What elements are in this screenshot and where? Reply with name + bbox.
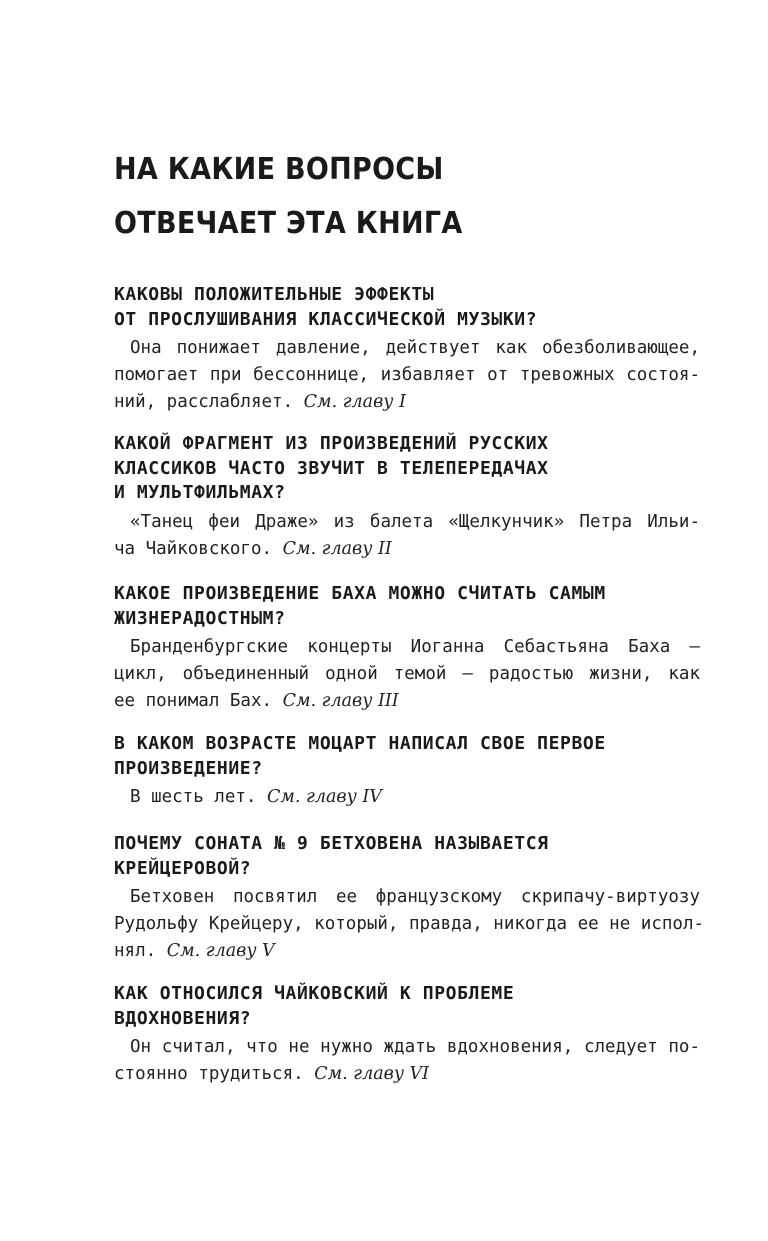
answer-line: Бранденбургские концерты Иоганна Себастьяна Баха — [130,637,700,657]
page-title [114,143,463,251]
question-line: КРЕЙЦЕРОВОЙ? [114,857,252,879]
chapter-reference: См. главу II [282,538,392,559]
question-line: В КАКОМ ВОЗРАСТЕ МОЦАРТ НАПИСАЛ СВОЕ ПЕРВОЕ [114,733,606,754]
question-line: КЛАССИКОВ ЧАСТО ЗВУЧИТ В ТЕЛЕПЕРЕДАЧАХ [114,457,549,479]
question-heading [114,432,700,506]
question-heading [114,732,700,781]
question-line: ЖИЗНЕРАДОСТНЫМ? [114,607,286,629]
answer-line-text: нял. [114,941,157,961]
question-line: ВДОХНОВЕНИЯ? [114,1007,252,1029]
answer-line-text: В шесть лет. [130,787,257,807]
answer-text [114,509,700,563]
answer-text [114,335,700,416]
qa-entry [114,832,705,965]
answer-line [114,938,700,965]
question-line: ОТ ПРОСЛУШИВАНИЯ КЛАССИЧЕСКОЙ МУЗЫКИ? [114,308,538,330]
question-line: И МУЛЬТФИЛЬМАХ? [114,482,286,503]
answer-text [114,1034,700,1088]
answer-line: Бетховен посвятил ее французскому скрипачу-виртуозу [130,887,700,907]
answer-line-text: ча Чайковского. [114,538,273,559]
answer-line [114,1061,700,1088]
answer-line: Рудольфу Крейцеру, который, правда, никогда ее не испол- [114,914,705,934]
answer-line: цикл, объединенный одной темой — радостью жизни, как [114,664,700,684]
chapter-reference: См. главу V [166,941,275,961]
answer-line-text: стоянно трудиться. [114,1064,304,1084]
answer-line: Она понижает давление, действует как обезболивающее, [130,338,700,358]
qa-entry [114,432,700,563]
qa-entry [114,982,700,1088]
answer-line [114,784,700,811]
question-line: ПОЧЕМУ СОНАТА № 9 БЕТХОВЕНА НАЗЫВАЕТСЯ [114,833,549,854]
question-line: КАКОЕ ПРОИЗВЕДЕНИЕ БАХА МОЖНО СЧИТАТЬ САМЫМ [114,583,606,604]
question-line: КАКОЙ ФРАГМЕНТ ИЗ ПРОИЗВЕДЕНИЙ РУССКИХ [114,433,549,454]
question-heading [114,582,700,631]
page-title-line: НА КАКИЕ ВОПРОСЫ [114,152,444,187]
answer-line [114,536,700,563]
question-heading [114,832,700,881]
answer-text [114,634,700,715]
chapter-reference: См. главу IV [266,787,382,807]
answer-line [114,688,700,715]
chapter-reference: См. главу III [282,691,399,711]
answer-line-text: ее понимал Бах. [114,691,273,711]
question-heading [114,283,700,332]
answer-line-text: ний, расслабляет. [114,392,294,412]
qa-entry [114,283,700,416]
answer-line: «Танец феи Драже» из балета «Щелкунчик» Петра Ильи- [130,511,700,532]
question-line: КАКОВЫ ПОЛОЖИТЕЛЬНЫЕ ЭФФЕКТЫ [114,284,435,305]
qa-entry [114,732,700,811]
answer-text [114,884,705,965]
answer-line: помогает при бессоннице, избавляет от тревожных состоя- [114,365,700,385]
page-title-line: ОТВЕЧАЕТ ЭТА КНИГА [114,206,463,241]
question-line: ПРОИЗВЕДЕНИЕ? [114,757,263,779]
chapter-reference: См. главу VI [314,1064,430,1084]
question-heading [114,982,700,1031]
answer-text [114,784,700,811]
chapter-reference: См. главу I [303,392,406,412]
answer-line: Он считал, что не нужно ждать вдохновения, следует по- [130,1037,700,1057]
qa-entry [114,582,700,715]
answer-line [114,389,700,416]
question-line: КАК ОТНОСИЛСЯ ЧАЙКОВСКИЙ К ПРОБЛЕМЕ [114,983,515,1004]
